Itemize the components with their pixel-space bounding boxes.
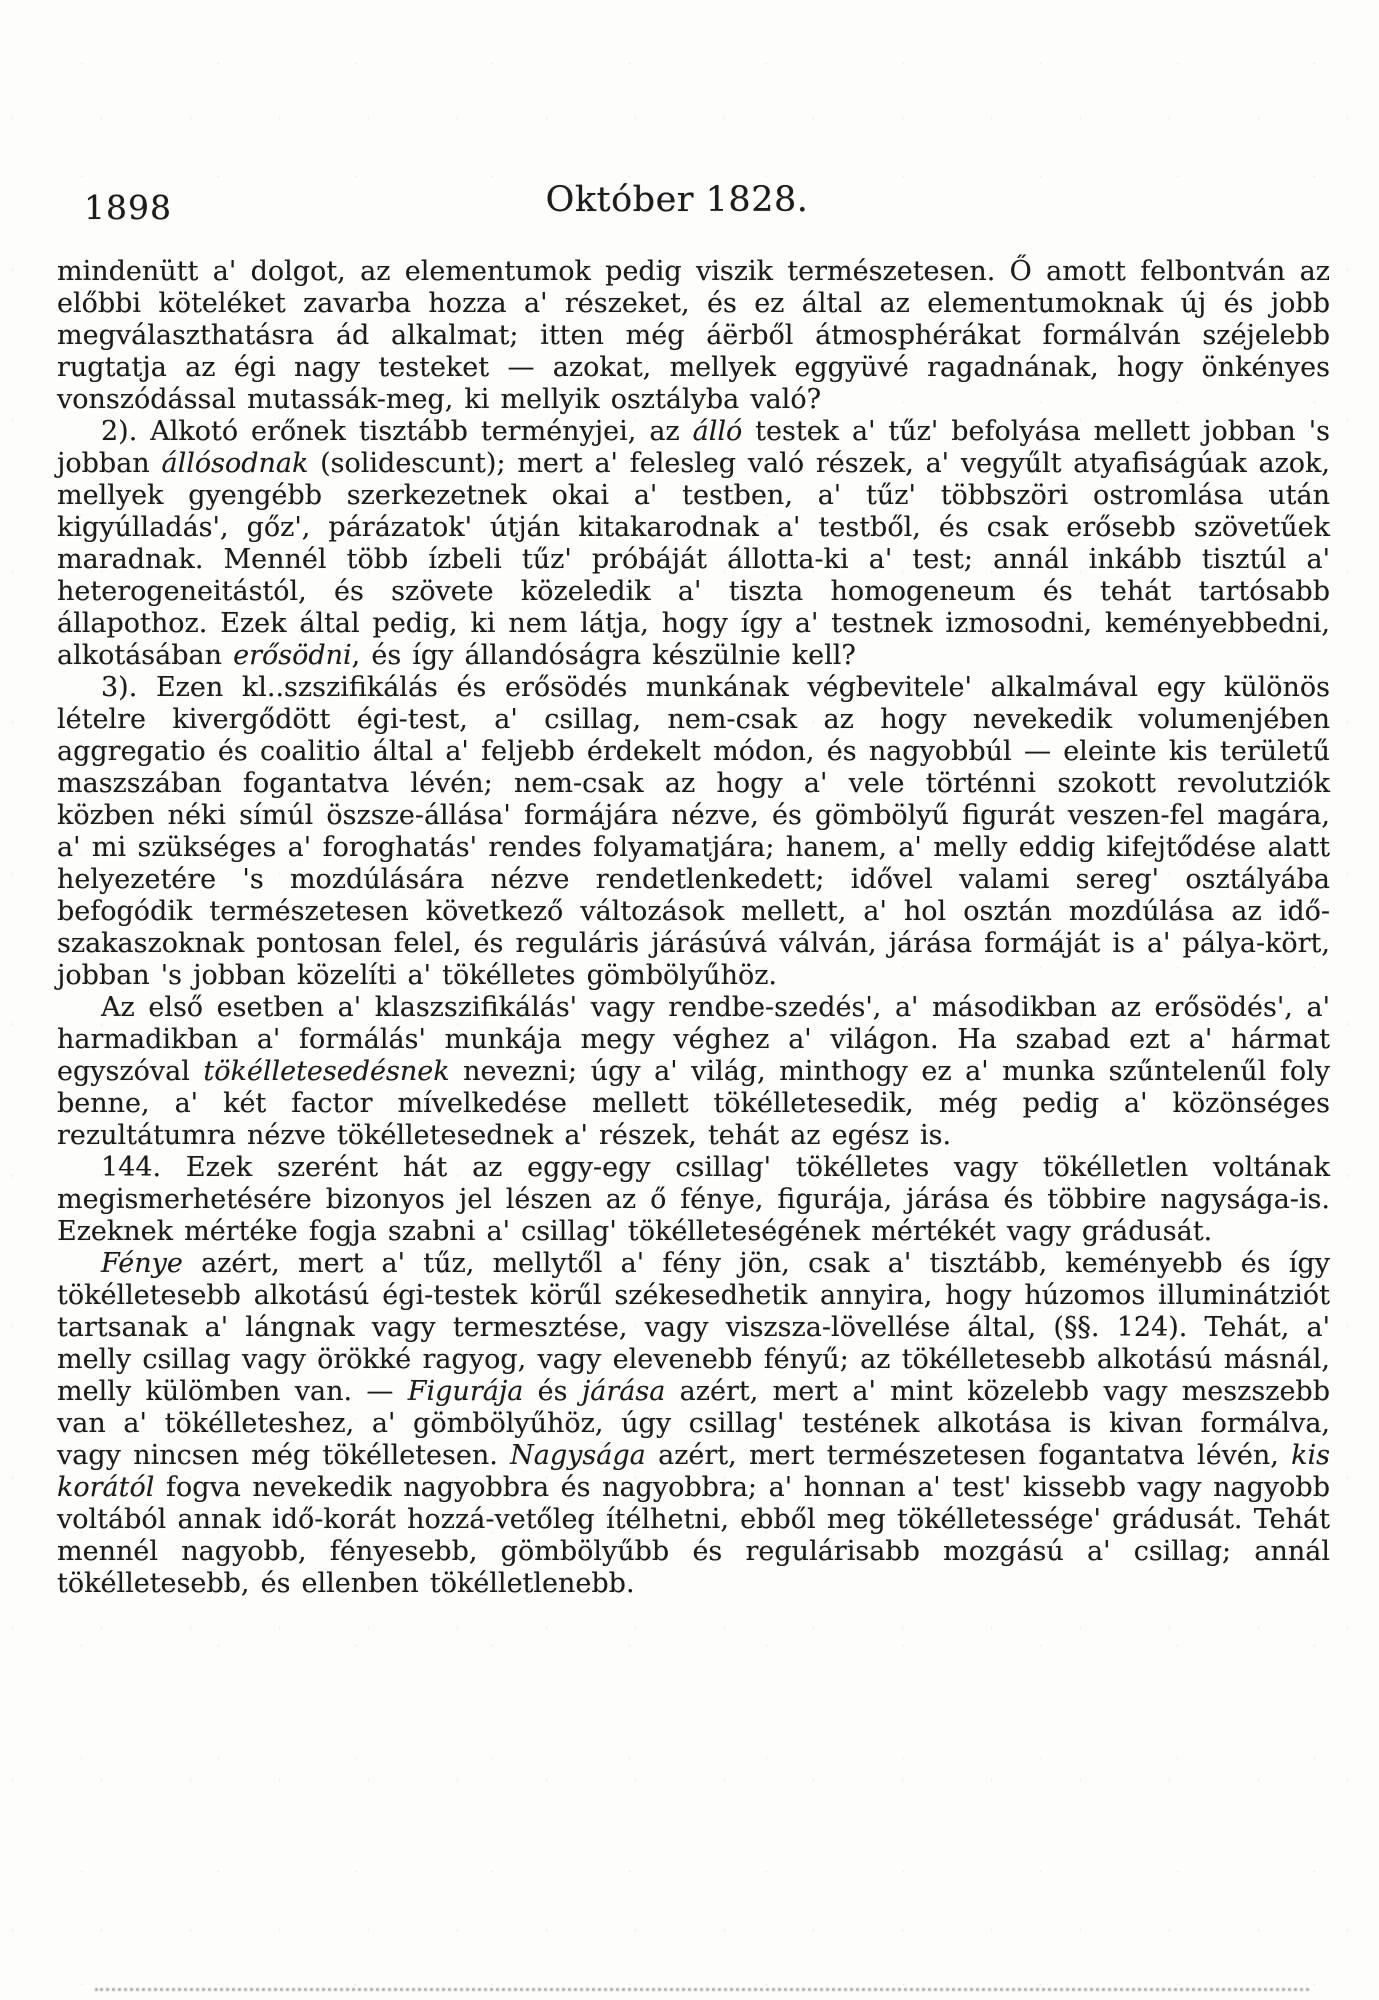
running-head <box>0 0 1379 250</box>
text-segment: Nagysága <box>510 1440 646 1471</box>
text-segment: tökélletesedésnek <box>203 1056 450 1087</box>
text-segment: álló <box>692 416 743 447</box>
text-segment: erősödni <box>233 640 352 671</box>
page-title: Október 1828. <box>545 180 809 220</box>
text-segment: Fénye <box>101 1248 183 1279</box>
text-segment: állósodnak <box>161 448 309 479</box>
paragraph <box>57 992 1330 1152</box>
text-segment: (solidescunt); mert a' felesleg való részek, a' vegyűlt atyafiságúak azok, mellyek gyengébb szerkezetnek okai a' testben, a' tűz' többszöri ostromlása után kigyúlladás', gőz', párázatok' útján kitakarodnak a' testből, és csak erősebb szövetűek maradnak. Mennél több ízbeli tűz' próbáját állotta-ki a' test; annál inkább tisztúl a' heterogeneitástól, és szövete közeledik a' tiszta homogeneum és tehát tartósabb állapothoz. Ezek által pedig, ki nem látja, hogy így a' testnek izmosodni, keményebbedni, alkotásában <box>57 448 1331 671</box>
body-text-block <box>57 256 1330 1600</box>
text-segment: járása <box>581 1376 666 1407</box>
scan-edge-artifact <box>95 1988 1309 1991</box>
paragraph <box>57 672 1330 992</box>
text-segment: 3). Ezen kl..szszifikálás és erősödés munkának végbevitele' alkalmával egy különös lételre kivergődött égi-test, a' csillag, nem-csak az hogy nevekedik volumenjében aggregatio és coalitio által a' feljebb érdekelt módon, és nagyobbúl — eleinte kis területű maszszában fogantatva lévén; nem-csak az hogy a' vele történni szokott revolutziók közben néki símúl öszsze-állása' formájára nézve, és gömbölyű figurát veszen-fel magára, a' mi szükséges a' foroghatás' rendes folyamatjára; hanem, a' melly eddig kifejtődése alatt helyezetére 's mozdúlására nézve rendetlenkedett; idővel valami sereg' osztályába befogódik természetesen következő változások mellett, a' hol osztán mozdúlása az idő-szakaszoknak pontosan felel, és reguláris járásúvá válván, járása formáját is a' pálya-kört, jobban 's jobban közelíti a' tökélletes gömbölyűhöz. <box>57 672 1330 991</box>
text-segment: és <box>523 1376 582 1407</box>
paragraph <box>57 1152 1330 1248</box>
text-segment: Az első esetben a' klaszszifikálás' vagy rendbe-szedés', a' másodikban az erősödés', a' harmadikban a' formálás' munkája megy véghez a' világon. Ha szabad ezt a' hármat egyszóval <box>57 992 1330 1087</box>
paragraph <box>57 256 1330 416</box>
text-segment: kis korától <box>57 1440 1331 1503</box>
text-segment: fogva nevekedik nagyobbra és nagyobbra; a' honnan a' test' kissebb vagy nagyobb voltából annak idő-korát hozzá-vetőleg ítélhetni, ebből meg tökélletessége' grádusát. Tehát mennél nagyobb, fényesebb, gömbölyűbb és regulárisabb mozgású a' csillag; annál tökélletesebb, és ellenben tökélletlenebb. <box>57 1472 1330 1599</box>
text-segment: azért, mert a' mint közelebb vagy meszszebb van a' tökélleteshez, a' gömbölyűhöz, úgy csillag' testének alkotása is kivan formálva, vagy nincsen még tökélletesen. <box>57 1376 1330 1471</box>
text-segment: Figurája <box>407 1376 524 1407</box>
text-segment: 2). Alkotó erőnek tisztább terményjei, az <box>101 416 693 447</box>
paragraph <box>57 416 1330 672</box>
text-segment: azért, mert természetesen fogantatva lévén, <box>645 1440 1292 1471</box>
text-segment: 144. Ezek szerént hát az eggy-egy csillag' tökélletes vagy tökélletlen voltának megismerhetésére bizonyos jel lészen az ő fénye, figurája, járása és többire nagysága-is. Ezeknek mértéke fogja szabni a' csillag' tökélleteségének mértékét vagy grádusát. <box>57 1152 1330 1247</box>
paragraph <box>57 1248 1330 1600</box>
text-segment: nevezni; úgy a' világ, minthogy ez a' munka szűntelenűl foly benne, a' két factor mívelkedése mellett tökélletesedik, még pedig a' közönséges rezultátumra nézve tökélletesednek a' részek, tehát az egész is. <box>57 1056 1331 1151</box>
text-segment: mindenütt a' dolgot, az elementumok pedig viszik természetesen. Ő amott felbontván az előbbi köteléket zavarba hozza a' részeket, és ez által az elementumoknak új és jobb megválaszthatásra ád alkalmat; itten még áërből átmosphérákat formálván széjelebb rugtatja az égi nagy testeket — azokat, mellyek eggyüvé ragadnának, hogy önkényes vonszódással mutassák-meg, ki mellyik osztályba való? <box>57 256 1330 415</box>
text-segment: , és így állandóságra készülnie kell? <box>351 640 856 671</box>
text-segment: azért, mert a' tűz, mellytől a' fény jön, csak a' tisztább, keményebb és így tökélletesebb alkotású égi-testek körűl székesedhetik annyira, hogy húzomos illuminátziót tartsanak a' lángnak vagy termesztése, vagy viszsza-lövellése által, (§§. 124). Tehát, a' melly csillag vagy örökké ragyog, vagy elevenebb fényű; az tökélletesebb alkotású másnál, melly külömben van. — <box>57 1248 1330 1407</box>
page-number: 1898 <box>84 188 172 227</box>
text-segment: testek a' tűz' befolyása mellett jobban 's jobban <box>57 416 1331 479</box>
